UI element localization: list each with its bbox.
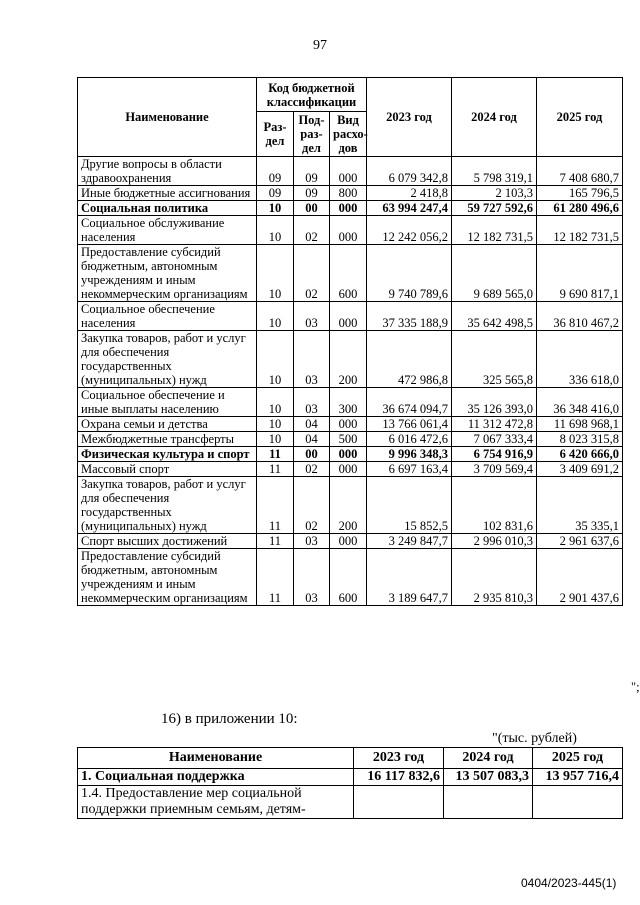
t2-header-name: Наименование (78, 748, 354, 769)
row-2023: 12 242 056,2 (367, 216, 452, 245)
row-2024: 11 312 472,8 (452, 417, 537, 432)
row-vid: 600 (330, 549, 367, 606)
header-vid: Вид расхо- дов (330, 112, 367, 157)
table-row (78, 477, 623, 534)
t2-row-2024: 13 507 083,3 (444, 769, 533, 786)
row-vid: 000 (330, 447, 367, 462)
row-name: Предоставление субсидий бюджетным, автономным учреждениям и иным некоммерческим организациям (78, 245, 257, 302)
t2-row-2023 (354, 786, 444, 819)
row-2025: 6 420 666,0 (537, 447, 623, 462)
row-razdel: 11 (257, 447, 294, 462)
row-2024: 2 935 810,3 (452, 549, 537, 606)
header-podrazdel: Под- раз- дел (294, 112, 330, 157)
row-2025: 36 810 467,2 (537, 302, 623, 331)
row-vid: 000 (330, 216, 367, 245)
row-name: Социальная политика (78, 201, 257, 216)
row-vid: 000 (330, 157, 367, 186)
row-name: Закупка товаров, работ и услуг для обеспечения государственных (муниципальных) нужд (78, 331, 257, 388)
header-2025: 2025 год (537, 78, 623, 157)
row-2024: 2 103,3 (452, 186, 537, 201)
table-row (78, 157, 623, 186)
row-podrazdel: 02 (294, 462, 330, 477)
table-row (78, 302, 623, 331)
row-razdel: 11 (257, 462, 294, 477)
row-razdel: 10 (257, 245, 294, 302)
row-podrazdel: 00 (294, 447, 330, 462)
row-vid: 500 (330, 432, 367, 447)
row-name: Охрана семьи и детства (78, 417, 257, 432)
row-vid: 200 (330, 331, 367, 388)
row-razdel: 10 (257, 331, 294, 388)
row-razdel: 11 (257, 549, 294, 606)
row-vid: 000 (330, 201, 367, 216)
row-name: Предоставление субсидий бюджетным, автономным учреждениям и иным некоммерческим организациям (78, 549, 257, 606)
table-row (78, 201, 623, 216)
row-2023: 9 740 789,6 (367, 245, 452, 302)
t2-row-2025: 13 957 716,4 (533, 769, 623, 786)
row-razdel: 10 (257, 417, 294, 432)
table-row (78, 786, 623, 819)
row-2023: 9 996 348,3 (367, 447, 452, 462)
unit-note: "(тыс. рублей) (492, 731, 577, 746)
table-row (78, 432, 623, 447)
table-closing-quote: "; (631, 680, 640, 694)
row-razdel: 09 (257, 186, 294, 201)
row-vid: 000 (330, 534, 367, 549)
row-podrazdel: 03 (294, 388, 330, 417)
row-2024: 5 798 319,1 (452, 157, 537, 186)
row-2024: 6 754 916,9 (452, 447, 537, 462)
row-2024: 325 565,8 (452, 331, 537, 388)
table-row (78, 769, 623, 786)
row-podrazdel: 03 (294, 331, 330, 388)
row-2023: 37 335 188,9 (367, 302, 452, 331)
row-razdel: 09 (257, 157, 294, 186)
row-2023: 6 016 472,6 (367, 432, 452, 447)
row-razdel: 10 (257, 432, 294, 447)
row-2025: 9 690 817,1 (537, 245, 623, 302)
row-podrazdel: 04 (294, 432, 330, 447)
row-razdel: 10 (257, 302, 294, 331)
row-razdel: 10 (257, 201, 294, 216)
table-row (78, 417, 623, 432)
header-code-group: Код бюджетной классификации (257, 78, 367, 112)
row-2023: 13 766 061,4 (367, 417, 452, 432)
table-row (78, 447, 623, 462)
row-razdel: 10 (257, 388, 294, 417)
row-podrazdel: 00 (294, 201, 330, 216)
row-2025: 36 348 416,0 (537, 388, 623, 417)
header-2023: 2023 год (367, 78, 452, 157)
row-2023: 2 418,8 (367, 186, 452, 201)
row-2024: 12 182 731,5 (452, 216, 537, 245)
row-name: Межбюджетные трансферты (78, 432, 257, 447)
row-name: Спорт высших достижений (78, 534, 257, 549)
row-vid: 300 (330, 388, 367, 417)
row-2023: 3 189 647,7 (367, 549, 452, 606)
row-podrazdel: 04 (294, 417, 330, 432)
row-podrazdel: 09 (294, 157, 330, 186)
table-row (78, 549, 623, 606)
t2-header-2024: 2024 год (444, 748, 533, 769)
row-name: Физическая культура и спорт (78, 447, 257, 462)
row-podrazdel: 02 (294, 477, 330, 534)
row-podrazdel: 03 (294, 549, 330, 606)
row-name: Массовый спорт (78, 462, 257, 477)
row-2023: 6 079 342,8 (367, 157, 452, 186)
row-2023: 63 994 247,4 (367, 201, 452, 216)
row-2024: 102 831,6 (452, 477, 537, 534)
row-2023: 36 674 094,7 (367, 388, 452, 417)
row-2023: 472 986,8 (367, 331, 452, 388)
row-vid: 000 (330, 302, 367, 331)
page-number: 97 (313, 38, 327, 53)
row-2025: 336 618,0 (537, 331, 623, 388)
t2-header-2023: 2023 год (354, 748, 444, 769)
row-razdel: 11 (257, 534, 294, 549)
row-2024: 9 689 565,0 (452, 245, 537, 302)
row-razdel: 11 (257, 477, 294, 534)
row-name: Иные бюджетные ассигнования (78, 186, 257, 201)
row-name: Другие вопросы в области здравоохранения (78, 157, 257, 186)
row-2025: 12 182 731,5 (537, 216, 623, 245)
row-name: Социальное обслуживание населения (78, 216, 257, 245)
row-podrazdel: 02 (294, 245, 330, 302)
row-2024: 35 642 498,5 (452, 302, 537, 331)
row-2024: 2 996 010,3 (452, 534, 537, 549)
row-vid: 000 (330, 462, 367, 477)
row-2025: 8 023 315,8 (537, 432, 623, 447)
t2-row-name: 1. Социальная поддержка (78, 769, 354, 786)
row-razdel: 10 (257, 216, 294, 245)
row-2025: 165 796,5 (537, 186, 623, 201)
row-podrazdel: 09 (294, 186, 330, 201)
row-2025: 2 901 437,6 (537, 549, 623, 606)
table-row (78, 388, 623, 417)
paragraph-16: 16) в приложении 10: (161, 711, 298, 727)
row-podrazdel: 03 (294, 534, 330, 549)
budget-table (77, 77, 623, 606)
header-razdel: Раз- дел (257, 112, 294, 157)
table-row (78, 534, 623, 549)
row-name: Социальное обеспечение и иные выплаты населению (78, 388, 257, 417)
row-2023: 6 697 163,4 (367, 462, 452, 477)
row-vid: 800 (330, 186, 367, 201)
row-name: Социальное обеспечение населения (78, 302, 257, 331)
row-name: Закупка товаров, работ и услуг для обеспечения государственных (муниципальных) нужд (78, 477, 257, 534)
table-row (78, 462, 623, 477)
row-2025: 3 409 691,2 (537, 462, 623, 477)
row-2025: 2 961 637,6 (537, 534, 623, 549)
row-2025: 7 408 680,7 (537, 157, 623, 186)
row-2024: 35 126 393,0 (452, 388, 537, 417)
table-row (78, 216, 623, 245)
row-vid: 200 (330, 477, 367, 534)
table-row (78, 331, 623, 388)
row-2025: 35 335,1 (537, 477, 623, 534)
row-2024: 59 727 592,6 (452, 201, 537, 216)
row-2024: 3 709 569,4 (452, 462, 537, 477)
header-name: Наименование (78, 78, 257, 157)
row-vid: 000 (330, 417, 367, 432)
row-2024: 7 067 333,4 (452, 432, 537, 447)
document-code: 0404/2023-445(1) (521, 876, 617, 890)
row-2025: 61 280 496,6 (537, 201, 623, 216)
row-2023: 3 249 847,7 (367, 534, 452, 549)
t2-row-2024 (444, 786, 533, 819)
row-podrazdel: 03 (294, 302, 330, 331)
appendix-10-table (77, 747, 623, 819)
table-row (78, 186, 623, 201)
t2-row-name: 1.4. Предоставление мер социальной поддержки приемным семьям, детям- (78, 786, 354, 819)
t2-row-2023: 16 117 832,6 (354, 769, 444, 786)
row-vid: 600 (330, 245, 367, 302)
row-2023: 15 852,5 (367, 477, 452, 534)
table-row (78, 245, 623, 302)
t2-header-2025: 2025 год (533, 748, 623, 769)
header-2024: 2024 год (452, 78, 537, 157)
t2-row-2025 (533, 786, 623, 819)
row-podrazdel: 02 (294, 216, 330, 245)
row-2025: 11 698 968,1 (537, 417, 623, 432)
